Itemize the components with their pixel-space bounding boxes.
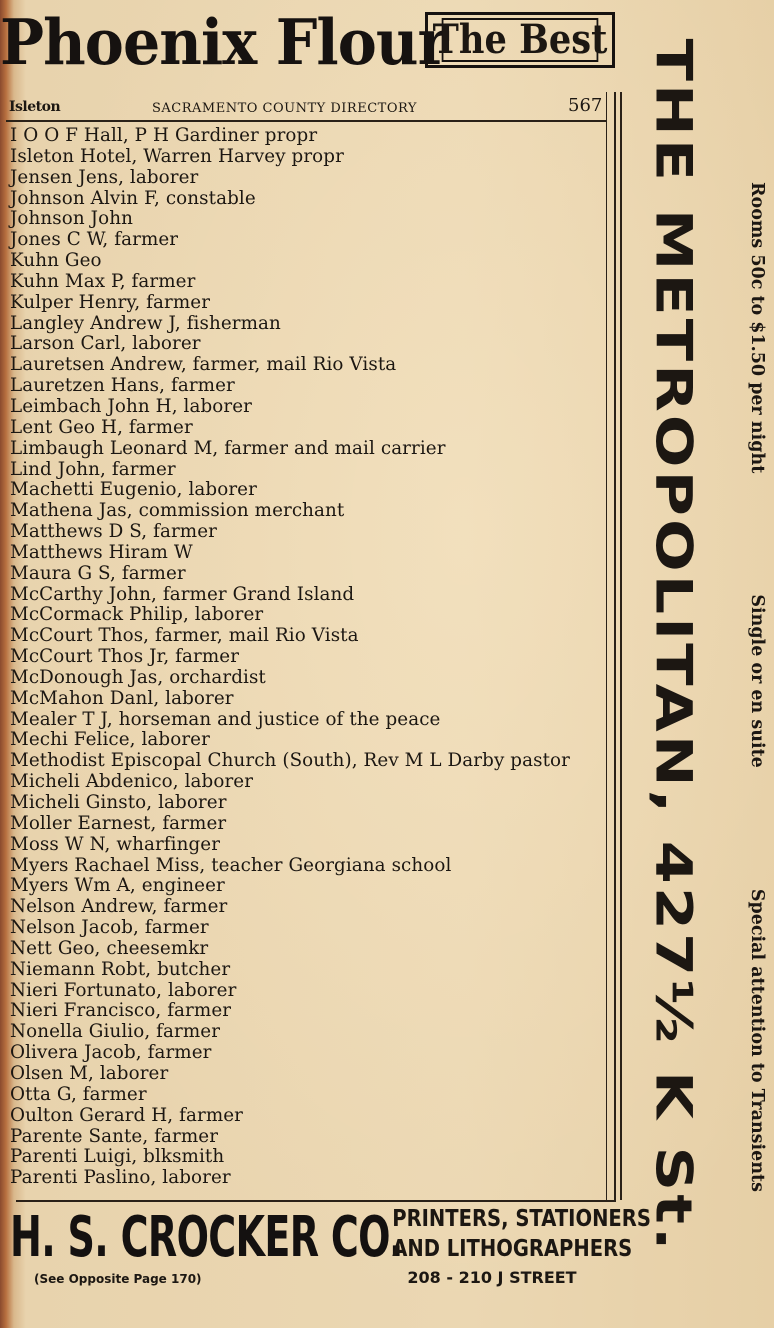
header-directory-title: SACRAMENTO COUNTY DIRECTORY <box>152 101 417 116</box>
directory-entry: McMahon Danl, laborer <box>10 687 234 709</box>
directory-entry: Kuhn Max P, farmer <box>10 270 196 292</box>
directory-entry: Niemann Robt, butcher <box>10 958 231 980</box>
metropolitan-advertisement <box>614 38 774 1254</box>
the-best-label: The Best <box>432 16 608 63</box>
directory-entry: Oulton Gerard H, farmer <box>10 1104 244 1126</box>
directory-entry: Langley Andrew J, fisherman <box>10 312 281 334</box>
the-best-badge <box>425 12 615 68</box>
directory-entry: Moss W N, wharfinger <box>10 833 221 855</box>
ad-hotel-name <box>624 38 724 1254</box>
directory-entry: Matthews D S, farmer <box>10 521 218 543</box>
directory-entry: Mechi Felice, laborer <box>10 729 210 751</box>
printers-line-1: PRINTERS, STATIONERS <box>392 1206 651 1232</box>
printers-line-2: AND LITHOGRAPHERS <box>392 1236 633 1262</box>
ad-single-suite: Single or en suite <box>747 594 767 768</box>
directory-entry: Jones C W, farmer <box>10 229 179 251</box>
directory-entry: I O O F Hall, P H Gardiner propr <box>10 125 318 146</box>
directory-entry: Johnson Alvin F, constable <box>10 187 256 209</box>
directory-entry: Myers Rachael Miss, teacher Georgiana school <box>10 854 452 876</box>
directory-entry: Lauretsen Andrew, farmer, mail Rio Vista <box>10 354 397 376</box>
directory-entry: Larson Carl, laborer <box>10 333 201 355</box>
phoenix-flour-title: Phoenix Flour <box>0 5 448 79</box>
directory-entry: Limbaugh Leonard M, farmer and mail carrier <box>10 437 446 459</box>
directory-entry: Moller Earnest, farmer <box>10 812 227 834</box>
see-opposite-note: (See Opposite Page 170) <box>34 1272 202 1286</box>
crocker-address: 208 - 210 J STREET <box>407 1268 577 1287</box>
directory-listing <box>6 92 607 1200</box>
page-header <box>6 92 606 120</box>
directory-entry: Jensen Jens, laborer <box>10 166 199 188</box>
directory-entry: McCourt Thos Jr, farmer <box>10 646 240 668</box>
directory-entry: Otta G, farmer <box>10 1083 147 1105</box>
bottom-divider <box>16 1200 616 1202</box>
directory-entry: Leimbach John H, laborer <box>10 395 252 417</box>
directory-entry: Olivera Jacob, farmer <box>10 1042 212 1064</box>
directory-entry: Johnson John <box>10 208 133 230</box>
directory-entry: Myers Wm A, engineer <box>10 875 225 897</box>
directory-entry: Parente Sante, farmer <box>10 1125 219 1147</box>
directory-entry: Micheli Ginsto, laborer <box>10 792 227 813</box>
entry-list <box>10 125 610 1188</box>
page-number: 567 <box>568 95 603 116</box>
directory-entry: Lauretzen Hans, farmer <box>10 375 235 397</box>
directory-entry: Mealer T J, horseman and justice of the peace <box>10 708 441 730</box>
crocker-company-name: H. S. CROCKER CO. <box>10 1205 403 1270</box>
directory-entry: Lind John, farmer <box>10 458 176 480</box>
directory-entry: McCarthy John, farmer Grand Island <box>10 583 355 605</box>
directory-entry: Mathena Jas, commission merchant <box>10 500 345 522</box>
directory-entry: Isleton Hotel, Warren Harvey propr <box>10 145 344 167</box>
directory-entry: Nieri Fortunato, laborer <box>10 979 237 1001</box>
directory-entry: Nelson Jacob, farmer <box>10 917 209 939</box>
printers-text <box>372 1204 651 1264</box>
directory-entry: Micheli Abdenico, laborer <box>10 771 254 793</box>
directory-entry: McCourt Thos, farmer, mail Rio Vista <box>10 625 359 647</box>
directory-entry: Matthews Hiram W <box>10 541 193 563</box>
directory-entry: Kuhn Geo <box>10 250 102 272</box>
header-city: Isleton <box>9 99 61 115</box>
ad-rooms-rate: Rooms 50c to $1.50 per night <box>747 182 767 474</box>
directory-entry: Parenti Paslino, laborer <box>10 1167 231 1189</box>
directory-entry: Nelson Andrew, farmer <box>10 896 228 918</box>
ad-rotated-text <box>614 38 774 1254</box>
ad-hotel-name-text: THE METROPOLITAN, 427½ K St. <box>644 38 704 1254</box>
directory-entry: Nonella Giulio, farmer <box>10 1021 221 1043</box>
directory-entry: Kulper Henry, farmer <box>10 291 211 313</box>
directory-entry: Maura G S, farmer <box>10 562 186 584</box>
header-divider <box>6 120 606 122</box>
directory-entry: Lent Geo H, farmer <box>10 416 193 438</box>
directory-entry: Methodist Episcopal Church (South), Rev M L Darby pastor <box>10 750 570 772</box>
directory-entry: Nieri Francisco, farmer <box>10 1000 232 1022</box>
directory-entry: McDonough Jas, orchardist <box>10 666 266 688</box>
directory-entry: Olsen M, laborer <box>10 1062 169 1084</box>
ad-subline <box>743 182 771 1192</box>
directory-entry: McCormack Philip, laborer <box>10 604 264 626</box>
directory-entry: Parenti Luigi, blksmith <box>10 1146 225 1168</box>
ad-special-attention: Special attention to Transients <box>747 888 767 1192</box>
directory-entry: Nett Geo, cheesemkr <box>10 937 209 959</box>
directory-entry: Machetti Eugenio, laborer <box>10 479 257 501</box>
